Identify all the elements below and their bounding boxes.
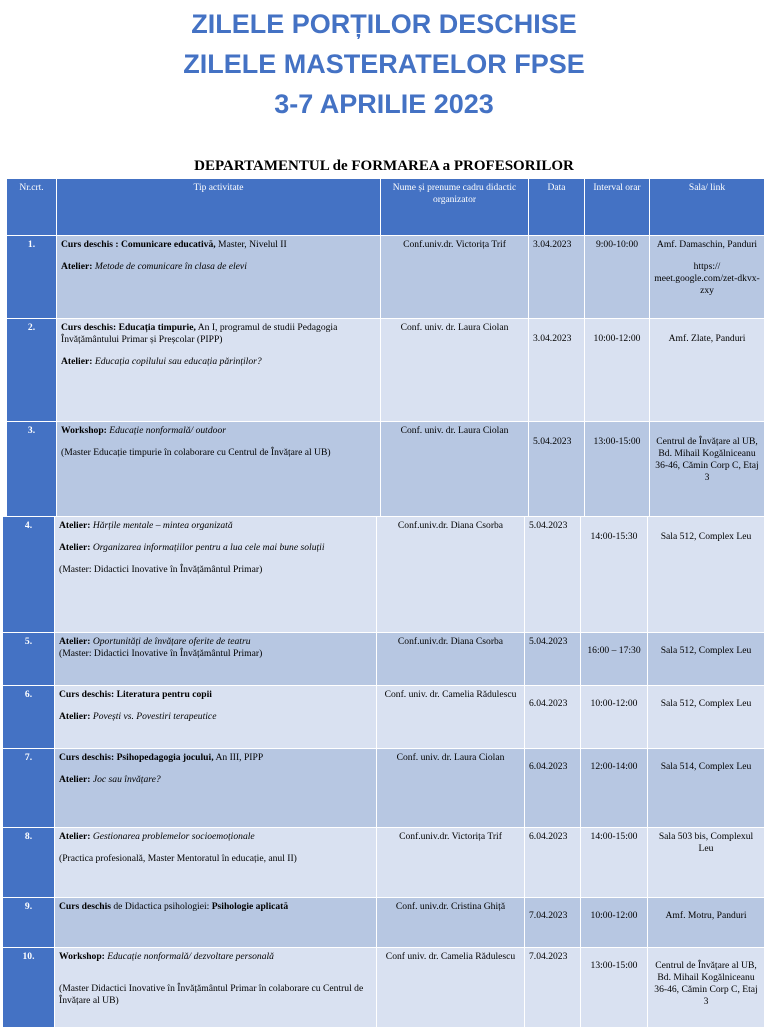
date-cell: 5.04.2023: [525, 517, 581, 633]
schedule-table-part-1: [6, 178, 765, 518]
header-activity: Tip activitate: [57, 179, 381, 236]
header-time: Interval orar: [585, 179, 650, 236]
time-cell: 16:00 – 17:30: [581, 633, 648, 686]
teacher-cell: Conf univ. dr. Camelia Rădulescu: [377, 948, 525, 1028]
row-number: 3.: [7, 422, 57, 518]
page-title-dates: 3-7 APRILIE 2023: [274, 89, 494, 119]
table-row: [3, 517, 765, 633]
time-cell: 10:00-12:00: [585, 319, 650, 422]
row-number: 5.: [3, 633, 55, 686]
teacher-cell: Conf.univ.dr. Victorița Trif: [377, 828, 525, 898]
activity-cell: Atelier: Hărțile mentale – mintea organizată Atelier: Organizarea informațiilor pentru a lua cele mai bune soluții (Master: Didactici Inovative în Învățământul Primar): [55, 517, 377, 633]
time-cell: 13:00-15:00: [581, 948, 648, 1028]
room-cell: Sala 514, Complex Leu: [648, 749, 765, 828]
activity-cell: Workshop: Educație nonformală/ outdoor (Master Educație timpurie în colaborare cu Centrul de Învățare al UB): [57, 422, 381, 518]
table-row: [3, 828, 765, 898]
table-row: [7, 319, 765, 422]
room-cell: Centrul de Învățare al UB, Bd. Mihail Kogălniceanu 36-46, Cămin Corp C, Etaj 3: [648, 948, 765, 1028]
time-cell: 12:00-14:00: [581, 749, 648, 828]
page-title-line-2: ZILELE MASTERATELOR FPSE: [183, 49, 585, 79]
header-room: Sala/ link: [650, 179, 765, 236]
table-row: [3, 686, 765, 749]
activity-cell: Workshop: Educație nonformală/ dezvoltare personală (Master Didactici Inovative în Învățământul Primar în colaborare cu Centrul de Învățare al UB): [55, 948, 377, 1028]
table-row: [7, 236, 765, 319]
date-cell: 7.04.2023: [525, 948, 581, 1028]
activity-cell: Atelier: Gestionarea problemelor socioemoționale (Practica profesională, Master Mentoratul în educație, anul II): [55, 828, 377, 898]
row-number: 10.: [3, 948, 55, 1028]
time-cell: 13:00-15:00: [585, 422, 650, 518]
row-number: 2.: [7, 319, 57, 422]
time-cell: 10:00-12:00: [581, 686, 648, 749]
table-row: [3, 948, 765, 1028]
activity-cell: Atelier: Oportunități de învățare oferite de teatru (Master: Didactici Inovative în Învățământul Primar): [55, 633, 377, 686]
header-date: Data: [529, 179, 585, 236]
date-cell: 5.04.2023: [525, 633, 581, 686]
date-cell: 6.04.2023: [525, 828, 581, 898]
table-header-row: [7, 179, 765, 236]
table-row: [7, 422, 765, 518]
teacher-cell: Conf.univ.dr. Diana Csorba: [377, 633, 525, 686]
time-cell: 14:00-15:00: [581, 828, 648, 898]
activity-cell: Curs deschis de Didactica psihologiei: Psihologie aplicată: [55, 898, 377, 948]
activity-cell: Curs deschis : Comunicare educativă, Master, Nivelul II Atelier: Metode de comunicare în clasa de elevi: [57, 236, 381, 319]
time-cell: 10:00-12:00: [581, 898, 648, 948]
room-cell: Amf. Damaschin, Panduri https:// meet.google.com/zet-dkvx-zxy: [650, 236, 765, 319]
date-cell: 3.04.2023: [529, 319, 585, 422]
room-cell: Sala 503 bis, Complexul Leu: [648, 828, 765, 898]
teacher-cell: Conf. univ.dr. Cristina Ghiță: [377, 898, 525, 948]
header-nr: Nr.crt.: [7, 179, 57, 236]
date-cell: 3.04.2023: [529, 236, 585, 319]
department-heading: DEPARTAMENTUL de FORMAREA a PROFESORILOR: [194, 158, 574, 174]
teacher-cell: Conf. univ. dr. Camelia Rădulescu: [377, 686, 525, 749]
room-cell: Centrul de Învățare al UB, Bd. Mihail Kogălniceanu 36-46, Cămin Corp C, Etaj 3: [650, 422, 765, 518]
schedule-table-part-2: [2, 516, 765, 1028]
row-number: 4.: [3, 517, 55, 633]
room-cell: Sala 512, Complex Leu: [648, 686, 765, 749]
row-number: 1.: [7, 236, 57, 319]
time-cell: 14:00-15:30: [581, 517, 648, 633]
activity-cell: Curs deschis: Educația timpurie, An I, programul de studii Pedagogia Învățământului Primar și Preșcolar (PIPP) Atelier: Educația copilului sau educația părinților?: [57, 319, 381, 422]
time-cell: 9:00-10:00: [585, 236, 650, 319]
activity-cell: Curs deschis: Psihopedagogia jocului, An III, PIPP Atelier: Joc sau învățare?: [55, 749, 377, 828]
room-cell: Sala 512, Complex Leu: [648, 517, 765, 633]
date-cell: 6.04.2023: [525, 686, 581, 749]
teacher-cell: Conf. univ. dr. Laura Ciolan: [381, 319, 529, 422]
page-title-line-1: ZILELE PORȚILOR DESCHISE: [191, 9, 577, 39]
table-row: [3, 749, 765, 828]
table-row: [3, 633, 765, 686]
table-row: [3, 898, 765, 948]
date-cell: 5.04.2023: [529, 422, 585, 518]
header-teacher: Nume și prenume cadru didactic organizator: [381, 179, 529, 236]
row-number: 7.: [3, 749, 55, 828]
row-number: 6.: [3, 686, 55, 749]
room-cell: Amf. Motru, Panduri: [648, 898, 765, 948]
activity-cell: Curs deschis: Literatura pentru copii Atelier: Povești vs. Povestiri terapeutice: [55, 686, 377, 749]
teacher-cell: Conf. univ. dr. Laura Ciolan: [377, 749, 525, 828]
teacher-cell: Conf.univ.dr. Victorița Trif: [381, 236, 529, 319]
row-number: 8.: [3, 828, 55, 898]
room-cell: Amf. Zlate, Panduri: [650, 319, 765, 422]
room-cell: Sala 512, Complex Leu: [648, 633, 765, 686]
teacher-cell: Conf.univ.dr. Diana Csorba: [377, 517, 525, 633]
teacher-cell: Conf. univ. dr. Laura Ciolan: [381, 422, 529, 518]
row-number: 9.: [3, 898, 55, 948]
date-cell: 7.04.2023: [525, 898, 581, 948]
date-cell: 6.04.2023: [525, 749, 581, 828]
meet-link[interactable]: https:// meet.google.com/zet-dkvx-zxy: [654, 261, 760, 296]
